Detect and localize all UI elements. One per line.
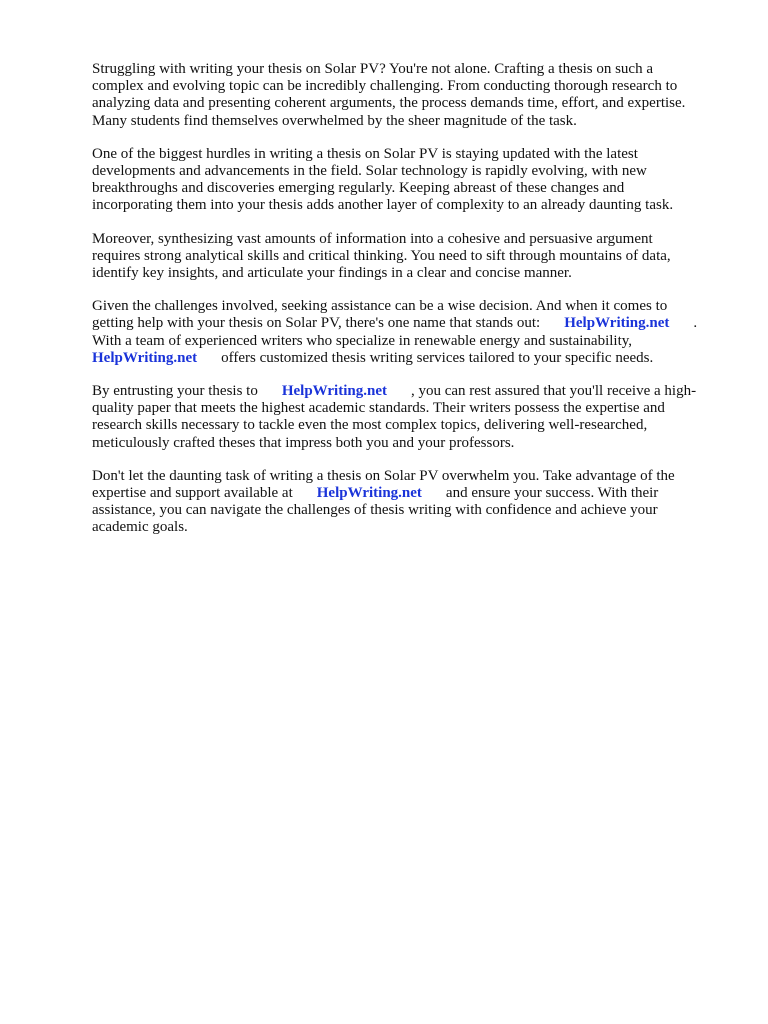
paragraph-5: [92, 383, 732, 452]
document-body: [92, 61, 732, 553]
helpwriting-link[interactable]: HelpWriting.net: [281, 383, 387, 400]
text-line: quality paper that meets the highest academic standards. Their writers possess the expertise and: [92, 400, 665, 417]
text-line: academic goals.: [92, 519, 188, 536]
text-line: meticulously crafted theses that impress both you and your professors.: [92, 434, 515, 451]
text-line: research skills necessary to tackle even the most complex topics, delivering well-researched,: [92, 417, 648, 434]
text-line: assistance, you can navigate the challenges of thesis writing with confidence and achieve your: [92, 502, 658, 519]
text-line: Don't let the daunting task of writing a thesis on Solar PV overwhelm you. Take advantage of the: [92, 467, 675, 484]
text-segment: and ensure your success. With their: [445, 485, 659, 502]
text-segment: .: [693, 315, 698, 332]
text-line: complex and evolving topic can be incredibly challenging. From conducting thorough research to: [92, 78, 678, 95]
text-line: Many students find themselves overwhelmed by the sheer magnitude of the task.: [92, 112, 577, 129]
helpwriting-link[interactable]: HelpWriting.net: [316, 485, 422, 502]
text-segment: offers customized thesis writing services tailored to your specific needs.: [221, 349, 654, 366]
text-line: [92, 485, 732, 502]
text-line: identify key insights, and articulate your findings in a clear and concise manner.: [92, 265, 572, 282]
text-line: [92, 383, 732, 400]
text-line: developments and advancements in the field. Solar technology is rapidly evolving, with new: [92, 163, 647, 180]
paragraph-3: [92, 231, 732, 283]
text-line: analyzing data and presenting coherent arguments, the process demands time, effort, and expertise.: [92, 95, 686, 112]
text-line: With a team of experienced writers who specialize in renewable energy and sustainability,: [92, 332, 633, 349]
text-segment: , you can rest assured that you'll receive a high-: [410, 383, 697, 400]
text-line: Moreover, synthesizing vast amounts of information into a cohesive and persuasive argument: [92, 230, 653, 247]
text-line: [92, 350, 732, 367]
text-line: Struggling with writing your thesis on Solar PV? You're not alone. Crafting a thesis on such a: [92, 61, 653, 77]
paragraph-1: [92, 61, 732, 130]
text-segment: By entrusting your thesis to: [92, 383, 258, 400]
paragraph-6: [92, 468, 732, 537]
helpwriting-link[interactable]: HelpWriting.net: [564, 315, 670, 332]
text-line: Given the challenges involved, seeking assistance can be a wise decision. And when it comes to: [92, 298, 668, 315]
text-line: incorporating them into your thesis adds another layer of complexity to an already daunting task.: [92, 197, 674, 214]
paragraph-4: [92, 298, 732, 367]
text-segment: expertise and support available at: [92, 485, 293, 502]
text-line: requires strong analytical skills and critical thinking. You need to sift through mountains of data,: [92, 247, 671, 264]
text-line: breakthroughs and discoveries emerging regularly. Keeping abreast of these changes and: [92, 180, 625, 197]
text-line: [92, 315, 732, 332]
text-line: One of the biggest hurdles in writing a thesis on Solar PV is staying updated with the latest: [92, 145, 638, 162]
helpwriting-link[interactable]: HelpWriting.net: [92, 349, 198, 366]
text-segment: getting help with your thesis on Solar PV, there's one name that stands out:: [92, 315, 541, 332]
paragraph-2: [92, 146, 732, 215]
